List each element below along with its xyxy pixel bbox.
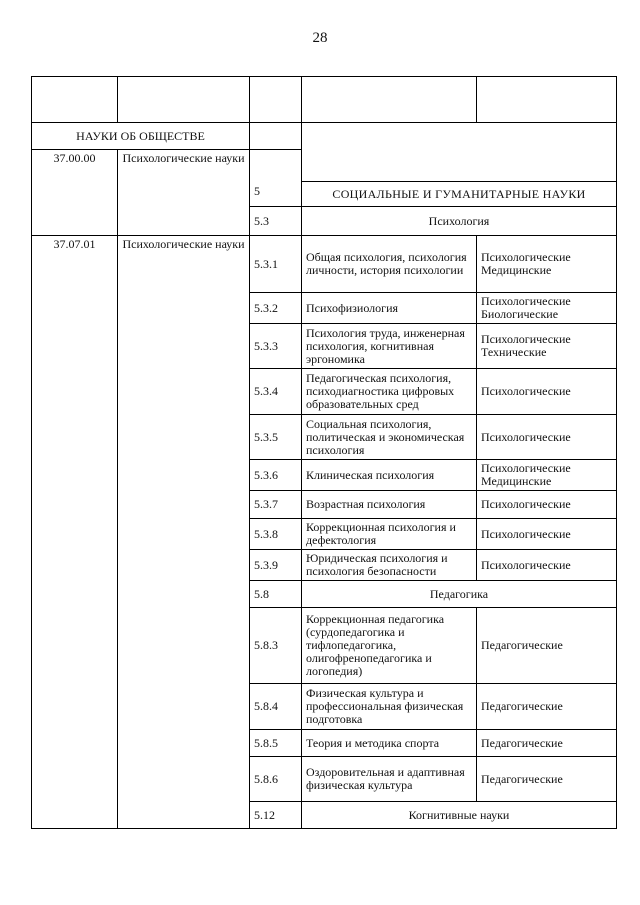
subgroup-num: 5.8	[250, 581, 302, 608]
specialties-table	[31, 76, 617, 829]
code-name-cell: Психологические науки	[118, 150, 250, 236]
specialty-num: 5.3.9	[250, 550, 302, 581]
specialty-branches: Психологические	[477, 369, 617, 415]
specialty-name: Возрастная психология	[302, 491, 477, 519]
specialty-name: Педагогическая психология, психодиагностика цифровых образовательных сред	[302, 369, 477, 415]
specialty-name: Психология труда, инженерная психология, когнитивная эргономика	[302, 324, 477, 369]
empty-cell	[477, 77, 617, 123]
group-title: НАУКИ ОБ ОБЩЕСТВЕ	[32, 123, 250, 150]
specialty-num: 5.8.4	[250, 684, 302, 730]
specialty-name: Психофизиология	[302, 293, 477, 324]
specialty-name: Оздоровительная и адаптивная физическая культура	[302, 757, 477, 802]
subgroup-title: Когнитивные науки	[302, 802, 617, 829]
table-row	[32, 236, 617, 293]
empty-cell	[302, 77, 477, 123]
specialty-branches: Психологические	[477, 519, 617, 550]
specialty-name: Физическая культура и профессиональная физическая подготовка	[302, 684, 477, 730]
empty-cell	[250, 123, 302, 150]
subgroup-title: Психология	[302, 207, 617, 236]
specialty-num: 5.3.6	[250, 460, 302, 491]
specialty-name: Коррекционная педагогика (сурдопедагогика и тифлопедагогика, олигофренопедагогика и логопедия)	[302, 608, 477, 684]
specialty-branches: Психологические	[477, 550, 617, 581]
specialty-branches: Психологические Биологические	[477, 293, 617, 324]
specialty-num: 5.3.7	[250, 491, 302, 519]
code-cell: 37.00.00	[32, 150, 118, 236]
specialty-branches: Психологические	[477, 415, 617, 460]
code-cell: 37.07.01	[32, 236, 118, 829]
specialty-name: Общая психология, психология личности, история психологии	[302, 236, 477, 293]
specialty-num: 5.8.3	[250, 608, 302, 684]
section-num: 5	[250, 150, 302, 207]
subgroup-num: 5.3	[250, 207, 302, 236]
section-title: СОЦИАЛЬНЫЕ И ГУМАНИТАРНЫЕ НАУКИ	[302, 182, 617, 207]
specialty-branches: Психологические	[477, 491, 617, 519]
specialty-branches: Психологические Технические	[477, 324, 617, 369]
subgroup-title: Педагогика	[302, 581, 617, 608]
code-name-cell: Психологические науки	[118, 236, 250, 829]
specialty-branches: Педагогические	[477, 730, 617, 757]
specialty-branches: Психологические Медицинские	[477, 460, 617, 491]
specialty-num: 5.3.1	[250, 236, 302, 293]
specialty-num: 5.3.5	[250, 415, 302, 460]
empty-cell	[302, 123, 617, 182]
specialty-name: Теория и методика спорта	[302, 730, 477, 757]
specialty-branches: Педагогические	[477, 608, 617, 684]
specialty-branches: Педагогические	[477, 684, 617, 730]
specialty-num: 5.3.3	[250, 324, 302, 369]
empty-cell	[250, 77, 302, 123]
specialty-num: 5.3.2	[250, 293, 302, 324]
empty-cell	[118, 77, 250, 123]
specialty-num: 5.8.6	[250, 757, 302, 802]
specialty-num: 5.3.8	[250, 519, 302, 550]
specialty-name: Юридическая психология и психология безопасности	[302, 550, 477, 581]
specialty-name: Коррекционная психология и дефектология	[302, 519, 477, 550]
specialty-num: 5.3.4	[250, 369, 302, 415]
page-number: 28	[312, 30, 328, 46]
specialty-branches: Педагогические	[477, 757, 617, 802]
group-row	[32, 123, 617, 150]
specialty-name: Социальная психология, политическая и экономическая психология	[302, 415, 477, 460]
specialty-branches: Психологические Медицинские	[477, 236, 617, 293]
specialty-name: Клиническая психология	[302, 460, 477, 491]
empty-header-row	[32, 77, 617, 123]
subgroup-num: 5.12	[250, 802, 302, 829]
empty-cell	[32, 77, 118, 123]
specialty-num: 5.8.5	[250, 730, 302, 757]
